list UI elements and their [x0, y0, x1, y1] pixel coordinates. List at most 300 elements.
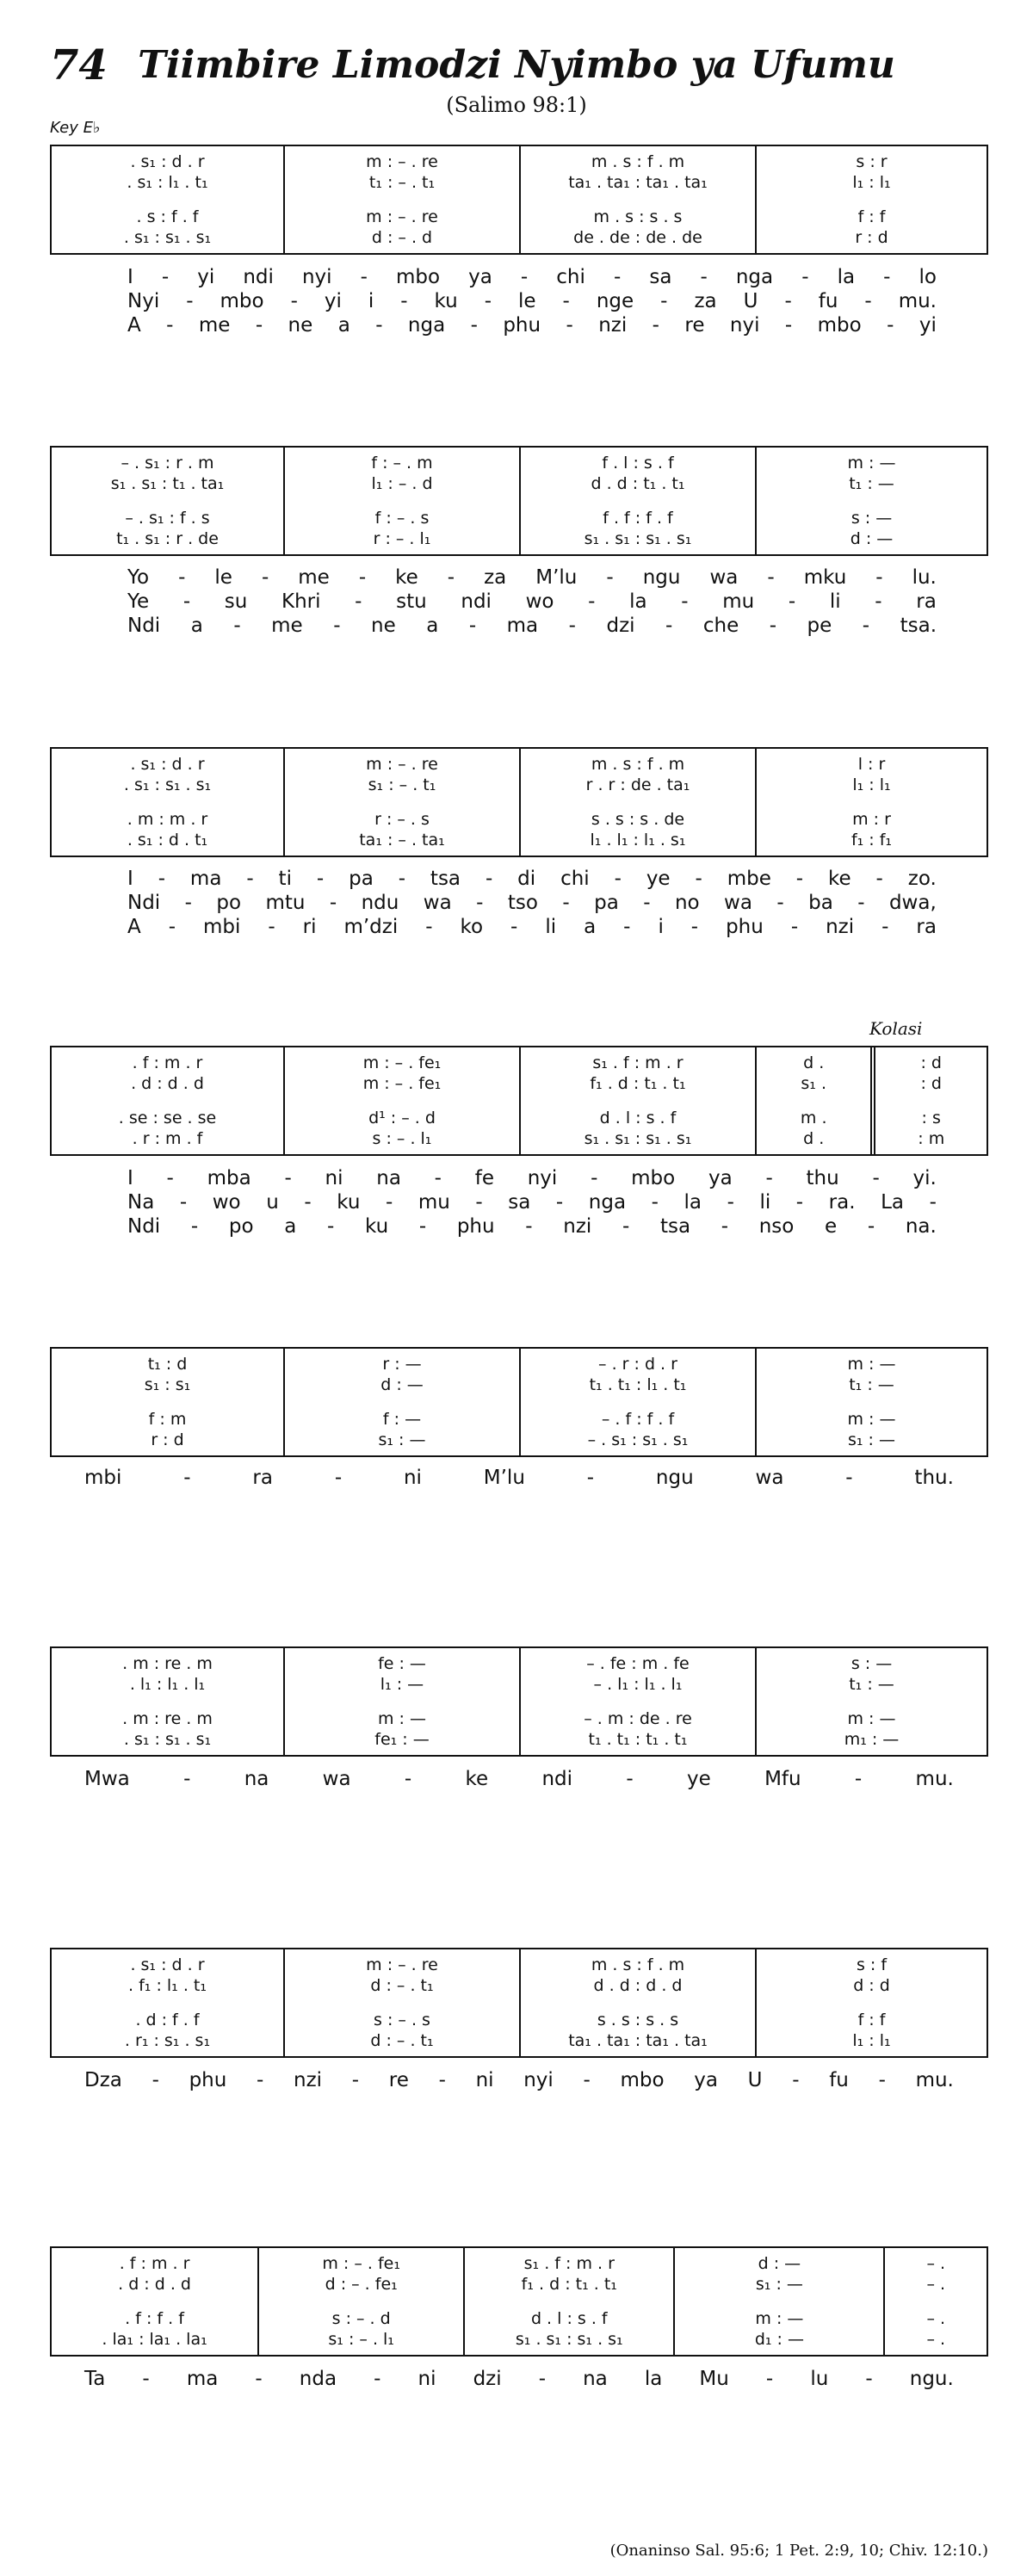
lyric-syllable: Ndi — [127, 615, 161, 637]
voice-notes: d₁ : — — [754, 2330, 804, 2349]
voice-notes: . m : re . m — [122, 1709, 213, 1728]
lyric-syllable: - — [434, 1167, 442, 1189]
lyric-syllable: - — [183, 1768, 191, 1790]
lyric-line — [50, 891, 988, 915]
lyric-syllable: le — [214, 566, 232, 589]
lyric-syllable: mbo — [631, 1167, 676, 1189]
lyric-syllable: - — [854, 1768, 863, 1790]
voice-notes: m . s : f . m — [591, 1955, 685, 1974]
lyric-syllable: ngu. — [909, 2368, 954, 2390]
lyric-syllable: thu — [806, 1167, 839, 1189]
kolasi-label: Kolasi — [869, 1018, 923, 1039]
voice-notes: . d : d . d — [131, 1074, 204, 1093]
measure — [52, 448, 283, 554]
lyric-syllable: ra — [916, 916, 937, 938]
lyric-syllable: - — [304, 1191, 312, 1214]
lyric-syllable: A — [127, 314, 141, 337]
lyric-syllable: na — [583, 2368, 608, 2390]
lyric-syllable: nyi — [301, 266, 332, 288]
voice-notes: s₁ . — [801, 1074, 827, 1093]
lyric-syllable: - — [857, 892, 865, 914]
lyric-syllable: nzi — [598, 314, 628, 337]
footer-references: (Onaninso Sal. 95:6; 1 Pet. 2:9, 10; Chiv. 12:10.) — [609, 2542, 988, 2560]
lyric-syllable: - — [178, 566, 186, 589]
lyric-syllable: - — [614, 868, 622, 890]
voice-notes: . s₁ : s₁ . s₁ — [123, 1730, 212, 1749]
lyric-syllable: zo. — [907, 868, 937, 890]
voice-notes: t₁ : – . t₁ — [368, 173, 436, 192]
measure — [755, 1949, 987, 2056]
lyric-syllable: - — [485, 868, 493, 890]
voice-notes: s : – . d — [331, 2309, 391, 2328]
measure — [755, 1349, 987, 1455]
lyric-syllable: sa — [508, 1191, 531, 1214]
lyric-syllable: na. — [905, 1215, 937, 1238]
lyric-syllable: nzi — [826, 916, 855, 938]
lyric-syllable: - — [484, 290, 492, 312]
voice-notes: m : – . re — [366, 207, 438, 226]
measure — [463, 2248, 673, 2355]
lyric-syllable: ra — [252, 1467, 273, 1489]
measure — [52, 1648, 283, 1755]
lyric-syllable: - — [591, 1167, 598, 1189]
voice-notes: . s₁ : d . r — [130, 755, 205, 774]
lyric-syllable: - — [374, 2368, 381, 2390]
voice-notes: s₁ . s₁ : s₁ . s₁ — [515, 2330, 623, 2349]
lyric-syllable: I — [127, 1167, 133, 1189]
lyric-syllable: la — [684, 1191, 702, 1214]
lyric-syllable: - — [727, 1191, 734, 1214]
lyric-syllable: ndi — [243, 266, 274, 288]
lyric-syllable: - — [470, 314, 478, 337]
lyric-syllable: ko — [460, 916, 484, 938]
lyric-syllable: - — [161, 266, 170, 288]
measure — [519, 1349, 755, 1455]
voice-notes: – . s₁ : f . s — [125, 509, 210, 528]
lyric-syllable: - — [184, 892, 192, 914]
lyrics-block — [50, 1166, 988, 1239]
lyric-syllable: - — [418, 1215, 427, 1238]
lyric-syllable: - — [360, 266, 368, 288]
lyric-syllable: - — [510, 916, 518, 938]
voice-notes: – . — [926, 2275, 946, 2294]
lyric-syllable: - — [334, 1467, 343, 1489]
lyric-syllable: Khri — [281, 590, 321, 613]
voice-notes: . s : f . f — [136, 207, 199, 226]
lyric-syllable: nyi — [523, 2069, 554, 2091]
voice-notes: d : — — [380, 1375, 424, 1394]
measure — [870, 1047, 987, 1154]
lyric-syllable: mbi — [84, 1467, 122, 1489]
voice-notes: m . — [800, 1109, 827, 1127]
measure — [519, 448, 755, 554]
lyric-syllable: di — [517, 868, 536, 890]
voice-notes: . m : re . m — [122, 1654, 213, 1673]
lyric-syllable: Na — [127, 1191, 155, 1214]
lyric-line — [50, 1166, 988, 1190]
lyric-syllable: - — [845, 1467, 853, 1489]
hymn-title: Tiimbire Limodzi Nyimbo ya Ufumu — [138, 43, 895, 87]
lyric-syllable: le — [518, 290, 536, 312]
voice-notes: s₁ : — — [755, 2275, 803, 2294]
lyric-syllable: u — [266, 1191, 279, 1214]
lyric-syllable: li — [829, 590, 841, 613]
lyric-syllable: nge — [596, 290, 634, 312]
voice-notes: s₁ . f : m . r — [592, 1053, 684, 1072]
lyric-syllable: a — [584, 916, 597, 938]
lyric-syllable: - — [566, 314, 573, 337]
music-system — [50, 446, 988, 556]
lyric-syllable: me — [271, 615, 303, 637]
lyric-syllable: - — [158, 868, 166, 890]
voice-notes: s . s : s . s — [597, 2011, 679, 2029]
lyric-syllable: ya — [708, 1167, 733, 1189]
lyric-line — [50, 915, 988, 939]
voice-notes: m : – . re — [366, 1955, 438, 1974]
measure — [519, 749, 755, 856]
lyric-syllable: mbo — [220, 290, 264, 312]
voice-notes: . s₁ : s₁ . s₁ — [123, 775, 212, 794]
lyric-syllable: - — [795, 868, 804, 890]
lyric-syllable: - — [166, 314, 174, 337]
voice-notes: l : r — [857, 755, 886, 774]
lyric-syllable: - — [765, 2368, 774, 2390]
lyrics-block — [50, 2367, 988, 2391]
lyric-syllable: chi — [556, 266, 585, 288]
measure — [519, 1047, 755, 1154]
lyric-syllable: - — [179, 1191, 188, 1214]
lyric-syllable: pa — [594, 892, 619, 914]
voice-notes: . f : f . f — [125, 2309, 184, 2328]
lyric-syllable: - — [887, 314, 894, 337]
lyric-syllable: - — [257, 2069, 264, 2091]
voice-notes: s : r — [856, 152, 888, 171]
lyric-syllable: re — [684, 314, 705, 337]
lyric-syllable: fu — [829, 2069, 849, 2091]
lyric-syllable: - — [233, 615, 241, 637]
voice-notes: f₁ . d : t₁ . t₁ — [590, 1074, 686, 1093]
lyric-syllable: mtu — [265, 892, 306, 914]
lyric-syllable: - — [784, 314, 793, 337]
lyric-syllable: nzi — [563, 1215, 592, 1238]
lyric-syllable: za — [694, 290, 717, 312]
lyric-syllable: wa — [322, 1768, 351, 1790]
lyric-syllable: - — [681, 590, 689, 613]
lyric-syllable: yi — [197, 266, 215, 288]
lyric-syllable: - — [583, 2069, 591, 2091]
lyric-syllable: - — [700, 266, 708, 288]
lyric-syllable: - — [660, 290, 668, 312]
measure — [257, 2248, 463, 2355]
lyric-syllable: - — [695, 868, 702, 890]
lyric-syllable: - — [643, 892, 651, 914]
voice-notes: t₁ . s₁ : r . de — [116, 529, 219, 548]
lyric-line — [50, 867, 988, 891]
voice-notes: l₁ . l₁ : l₁ . s₁ — [590, 831, 686, 849]
lyric-syllable: ni — [475, 2069, 494, 2091]
lyric-syllable: Mfu — [764, 1768, 801, 1790]
lyric-line — [50, 1214, 988, 1239]
lyric-syllable: phu — [503, 314, 541, 337]
lyric-line — [50, 590, 988, 614]
lyric-line — [50, 1190, 988, 1214]
lyric-syllable: mu — [722, 590, 755, 613]
voice-notes: – . fe : m . fe — [586, 1654, 690, 1673]
lyric-syllable: Dza — [84, 2069, 122, 2091]
voice-notes: m₁ : — — [844, 1730, 900, 1749]
lyric-syllable: - — [186, 290, 194, 312]
lyric-syllable: la — [644, 2368, 663, 2390]
lyric-syllable: - — [623, 916, 631, 938]
lyric-syllable: - — [776, 892, 784, 914]
lyric-syllable: me — [298, 566, 330, 589]
voice-notes: r : d — [855, 228, 888, 247]
lyric-syllable: - — [375, 314, 383, 337]
voice-notes: r : – . s — [374, 810, 430, 829]
voice-notes: . s₁ : s₁ . s₁ — [123, 228, 212, 247]
measure — [283, 1949, 519, 2056]
voice-notes: d . d : t₁ . t₁ — [591, 474, 685, 493]
measure — [755, 749, 987, 856]
lyric-syllable: mu. — [915, 1768, 954, 1790]
music-system — [50, 1347, 988, 1457]
voice-notes: – . — [926, 2330, 946, 2349]
lyric-syllable: - — [255, 314, 263, 337]
lyric-syllable: ke — [827, 868, 851, 890]
lyric-syllable: - — [400, 290, 408, 312]
lyric-syllable: - — [864, 290, 872, 312]
lyric-syllable: - — [190, 1215, 199, 1238]
measure — [283, 749, 519, 856]
voice-notes: f : — — [382, 1410, 422, 1429]
lyric-syllable: - — [268, 916, 275, 938]
lyric-syllable: ku — [434, 290, 458, 312]
voice-notes: – . s₁ : s₁ . s₁ — [587, 1430, 689, 1449]
lyric-syllable: - — [326, 1215, 335, 1238]
music-system — [50, 145, 988, 255]
lyric-syllable: - — [767, 566, 775, 589]
lyric-syllable: - — [788, 590, 796, 613]
lyric-syllable: - — [438, 2069, 446, 2091]
voice-notes: d . l : s . f — [599, 1109, 677, 1127]
measure — [283, 1047, 519, 1154]
voice-notes: d : – . d — [371, 228, 433, 247]
lyric-syllable: po — [228, 1215, 254, 1238]
lyric-syllable: - — [358, 566, 367, 589]
voice-notes: . m : m . r — [127, 810, 208, 829]
lyric-syllable: la — [629, 590, 647, 613]
music-system — [50, 1646, 988, 1757]
music-system — [50, 1046, 988, 1156]
lyric-syllable: - — [284, 1167, 292, 1189]
measure — [519, 1648, 755, 1755]
voice-notes: m . s : f . m — [591, 755, 685, 774]
lyric-syllable: Mu — [699, 2368, 729, 2390]
voice-notes: d : – . t₁ — [370, 1976, 434, 1995]
lyric-syllable: ndi — [461, 590, 492, 613]
key-signature: Key E♭ — [50, 119, 101, 137]
lyric-syllable: ngu — [642, 566, 681, 589]
lyric-syllable: - — [520, 266, 529, 288]
lyric-syllable: a — [426, 615, 439, 637]
voice-notes: f . f : f . f — [603, 509, 673, 528]
voice-notes: – . m : de . re — [584, 1709, 692, 1728]
lyric-syllable: nyi — [729, 314, 760, 337]
lyric-syllable: che — [702, 615, 739, 637]
measure — [52, 146, 283, 253]
voice-notes: . s₁ : l₁ . t₁ — [127, 173, 208, 192]
lyric-syllable: ni — [403, 1467, 422, 1489]
lyric-syllable: ngu — [655, 1467, 694, 1489]
lyric-syllable: me — [198, 314, 231, 337]
voice-notes: d : d — [853, 1976, 890, 1995]
lyric-syllable: - — [246, 868, 254, 890]
lyric-syllable: M’lu — [483, 1467, 525, 1489]
lyric-syllable: - — [385, 1191, 393, 1214]
lyric-syllable: I — [127, 266, 133, 288]
voice-notes: f : f — [857, 207, 886, 226]
lyrics-block — [50, 265, 988, 337]
lyric-syllable: - — [586, 1467, 595, 1489]
voice-notes: f . l : s . f — [602, 454, 674, 473]
lyric-syllable: dzi — [473, 2368, 502, 2390]
measure — [755, 146, 987, 253]
lyric-syllable: a — [284, 1215, 297, 1238]
voice-notes: . s₁ : d . r — [130, 152, 205, 171]
lyric-syllable: na — [244, 1768, 269, 1790]
lyric-syllable: dzi — [606, 615, 635, 637]
lyric-syllable: U — [747, 2069, 763, 2091]
lyric-syllable: ku — [364, 1215, 389, 1238]
voice-notes: d¹ : – . d — [368, 1109, 436, 1127]
lyric-syllable: ti — [278, 868, 292, 890]
lyric-syllable: ra — [916, 590, 937, 613]
lyric-syllable: la — [837, 266, 856, 288]
lyric-syllable: M’lu — [535, 566, 578, 589]
measure — [519, 146, 755, 253]
lyric-syllable: ne — [288, 314, 313, 337]
voice-notes: d : – . t₁ — [370, 2031, 434, 2050]
lyric-syllable: - — [255, 2368, 263, 2390]
voice-notes: s : f — [856, 1955, 888, 1974]
voice-notes: s₁ . f : m . r — [523, 2254, 615, 2273]
voice-notes: d : – . fe₁ — [325, 2275, 398, 2294]
lyric-syllable: - — [929, 1191, 937, 1214]
lyric-line — [50, 313, 988, 337]
lyric-syllable: sa — [649, 266, 672, 288]
lyric-syllable: - — [690, 916, 699, 938]
lyric-syllable: wa — [724, 892, 752, 914]
lyrics-block — [50, 1767, 988, 1791]
lyric-syllable: m’dzi — [343, 916, 399, 938]
voice-notes: . d : d . d — [118, 2275, 191, 2294]
lyric-syllable: ri — [302, 916, 317, 938]
voice-notes: s₁ . s₁ : s₁ . s₁ — [584, 1129, 692, 1148]
lyric-syllable: Nyi — [127, 290, 160, 312]
voice-notes: t₁ . t₁ : l₁ . t₁ — [589, 1375, 687, 1394]
measure — [755, 448, 987, 554]
hymn-number: 74 — [50, 41, 108, 90]
lyric-syllable: na — [376, 1167, 401, 1189]
voice-notes: l₁ : — — [380, 1675, 424, 1694]
voice-notes: t₁ : — — [849, 1375, 894, 1394]
lyric-syllable: pe — [807, 615, 832, 637]
measure — [283, 448, 519, 554]
lyric-line — [50, 2367, 988, 2391]
lyric-syllable: i — [658, 916, 664, 938]
lyric-line — [50, 1466, 988, 1490]
lyric-syllable: A — [127, 916, 141, 938]
voice-notes: f : – . s — [374, 509, 430, 528]
voice-notes: : d — [920, 1053, 942, 1072]
voice-notes: m : — — [847, 1355, 896, 1374]
lyric-syllable: nga — [588, 1191, 627, 1214]
lyric-syllable: - — [883, 266, 891, 288]
lyric-syllable: nzi — [294, 2069, 323, 2091]
lyric-syllable: lu — [810, 2368, 829, 2390]
measure — [52, 2248, 257, 2355]
lyric-syllable: - — [622, 1215, 630, 1238]
lyric-syllable: thu. — [914, 1467, 954, 1489]
lyric-syllable: lu. — [912, 566, 937, 589]
voice-notes: s : — — [851, 509, 893, 528]
voice-notes: f : – . m — [371, 454, 433, 473]
voice-notes: s . s : s . de — [591, 810, 685, 829]
lyric-syllable: - — [881, 916, 889, 938]
lyric-syllable: ma — [189, 868, 222, 890]
voice-notes: l₁ : l₁ — [852, 2031, 891, 2050]
voice-notes: s₁ : — — [848, 1430, 895, 1449]
lyric-syllable: chi — [560, 868, 590, 890]
measure — [283, 1648, 519, 1755]
lyrics-block — [50, 2068, 988, 2092]
measure — [52, 1949, 283, 2056]
lyric-syllable: tsa — [430, 868, 461, 890]
lyric-syllable: ba — [808, 892, 833, 914]
lyric-syllable: a — [190, 615, 203, 637]
lyric-syllable: - — [872, 1167, 880, 1189]
lyric-syllable: li — [759, 1191, 771, 1214]
measure — [883, 2248, 987, 2355]
lyric-syllable: - — [721, 1215, 729, 1238]
lyric-syllable: fu — [818, 290, 838, 312]
voice-notes: d . d : d . d — [593, 1976, 683, 1995]
voice-notes: t₁ : — — [849, 1675, 894, 1694]
voice-notes: m : — — [847, 1709, 896, 1728]
lyric-syllable: mbe — [727, 868, 771, 890]
lyric-syllable: re — [388, 2069, 409, 2091]
lyric-syllable: - — [792, 2069, 800, 2091]
voice-notes: d : — — [758, 2254, 801, 2273]
lyric-syllable: - — [665, 615, 673, 637]
lyric-syllable: su — [224, 590, 248, 613]
lyric-syllable: phu — [726, 916, 764, 938]
voice-notes: t₁ : d — [147, 1355, 188, 1374]
lyric-syllable: i — [368, 290, 374, 312]
voice-notes: s : — — [851, 1654, 893, 1673]
lyrics-block — [50, 867, 988, 939]
lyric-syllable: ya — [468, 266, 492, 288]
lyric-syllable: Mwa — [84, 1768, 130, 1790]
lyric-syllable: ndu — [361, 892, 399, 914]
lyric-syllable: - — [878, 2069, 886, 2091]
voice-notes: . l₁ : l₁ . l₁ — [129, 1675, 206, 1694]
voice-notes: r : – . l₁ — [373, 529, 431, 548]
lyric-syllable: Yo — [127, 566, 150, 589]
lyric-syllable: nda — [299, 2368, 337, 2390]
lyric-syllable: - — [398, 868, 406, 890]
voice-notes: t₁ . t₁ : t₁ . t₁ — [588, 1730, 688, 1749]
